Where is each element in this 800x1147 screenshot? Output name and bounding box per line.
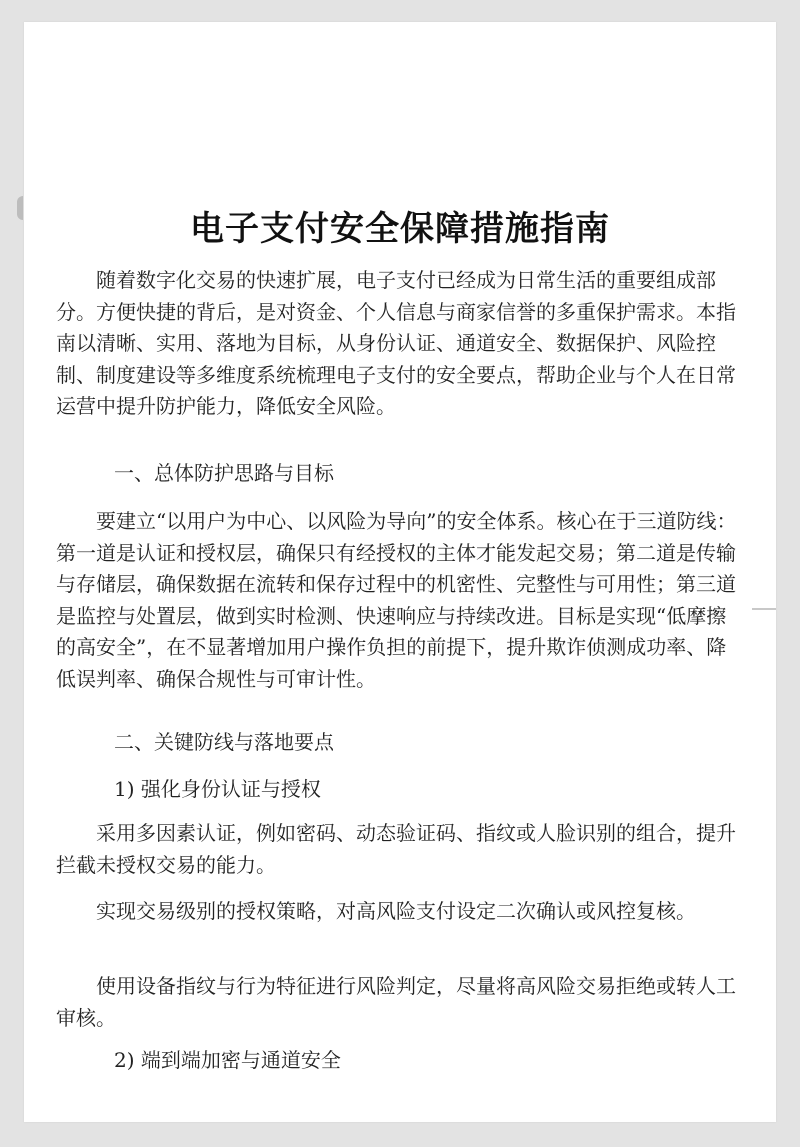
intro-paragraph: 随着数字化交易的快速扩展，电子支付已经成为日常生活的重要组成部分。方便快捷的背后，是对资金、个人信息与商家信誉的多重保护需求。本指南以清晰、实用、落地为目标，从身份认证、通道安全、数据保护、风险控制、制度建设等多维度系统梳理电子支付的安全要点，帮助企业与个人在日常运营中提升防护能力，降低安全风险。 [56, 268, 736, 418]
section-heading-1: 一、总体防护思路与目标 [114, 461, 334, 485]
page-edge-tab [17, 196, 23, 220]
document-title: 电子支付安全保障措施指南 [190, 209, 610, 249]
subheading-1: 1) 强化身份认证与授权 [114, 777, 321, 801]
document-page [24, 22, 776, 1122]
page-divider-line [752, 608, 776, 610]
section-1-body: 要建立“以用户为中心、以风险为导向”的安全体系。核心在于三道防线：第一道是认证和授权层，确保只有经授权的主体才能发起交易；第二道是传输与存储层，确保数据在流转和保存过程中的机密性、完整性与可用性；第三道是监控与处置层，做到实时检测、快速响应与持续改进。目标是实现“低摩擦的高安全”，在不显著增加用户操作负担的前提下，提升欺诈侦测成功率、降低误判率、确保合规性与可审计性。 [56, 509, 737, 691]
subheading-2: 2) 端到端加密与通道安全 [114, 1048, 341, 1072]
list-item: 实现交易级别的授权策略，对高风险支付设定二次确认或风控复核。 [96, 899, 696, 923]
list-item: 采用多因素认证，例如密码、动态验证码、指纹或人脸识别的组合，提升拦截未授权交易的能力。 [56, 821, 736, 877]
list-item: 使用设备指纹与行为特征进行风险判定，尽量将高风险交易拒绝或转人工审核。 [56, 974, 736, 1030]
section-heading-2: 二、关键防线与落地要点 [114, 730, 334, 754]
